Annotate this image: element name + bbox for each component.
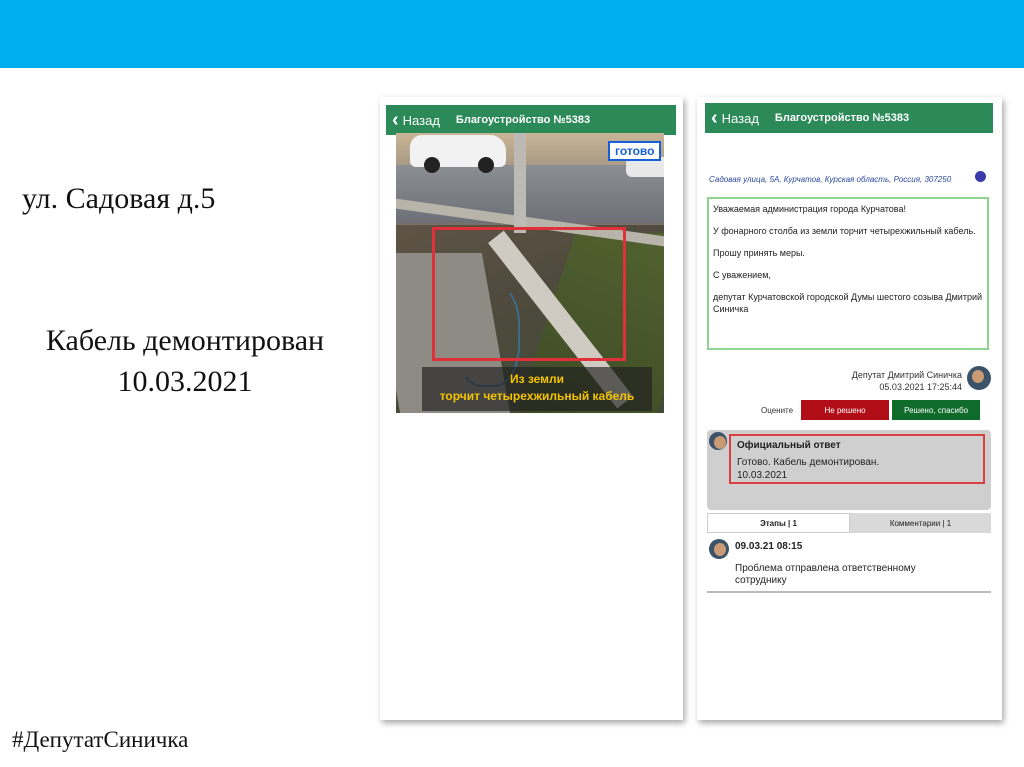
status-text xyxy=(0,320,370,402)
author-timestamp: 05.03.2021 17:25:44 xyxy=(879,382,962,392)
caption-line: Из земли xyxy=(509,372,565,386)
caption-line: торчит четырехжильный кабель xyxy=(439,389,635,403)
navbar xyxy=(386,105,676,135)
official-response xyxy=(707,430,991,510)
hashtag: #ДепутатСиничка xyxy=(12,727,189,752)
official-heading: Официальный ответ xyxy=(737,440,841,451)
stage-text: Проблема отправлена ответственному сотруднику xyxy=(735,563,916,586)
tabs-bar xyxy=(707,513,991,533)
back-label: Назад xyxy=(402,112,440,128)
status-date: 10.03.2021 xyxy=(117,365,253,398)
left-phone-screenshot xyxy=(380,97,683,720)
problem-photo xyxy=(396,133,664,413)
appeal-message xyxy=(707,197,989,350)
back-button[interactable] xyxy=(711,108,759,128)
official-avatar xyxy=(709,432,727,450)
header-band xyxy=(0,0,1024,68)
rating-row xyxy=(761,400,980,420)
not-solved-button[interactable]: Не решено xyxy=(801,400,889,420)
chevron-left-icon: ‹ xyxy=(392,109,399,131)
tab-stages[interactable]: Этапы | 1 xyxy=(707,513,850,533)
photo-caption xyxy=(422,367,652,411)
problem-address[interactable]: Садовая улица, 5А, Курчатов, Курская область, Россия, 307250 xyxy=(709,175,952,184)
message-closing: С уважением, xyxy=(713,270,771,280)
back-button[interactable] xyxy=(392,110,440,130)
photo-car xyxy=(410,135,506,167)
message-request: Прошу принять меры. xyxy=(713,248,805,258)
message-body: У фонарного столба из земли торчит четырехжильный кабель. xyxy=(713,226,976,236)
message-greeting: Уважаемая администрация города Курчатова! xyxy=(713,204,906,214)
tab-comments[interactable]: Комментарии | 1 xyxy=(850,513,991,533)
navbar xyxy=(705,103,993,133)
map-pin-icon[interactable] xyxy=(975,171,986,182)
stage-avatar xyxy=(709,539,729,559)
screen-title: Благоустройство №5383 xyxy=(774,112,910,124)
right-phone-screenshot xyxy=(697,97,1002,720)
official-text: Готово. Кабель демонтирован. xyxy=(737,457,880,468)
chevron-left-icon: ‹ xyxy=(711,107,718,129)
divider xyxy=(707,591,991,593)
official-date: 10.03.2021 xyxy=(737,470,788,481)
message-signature: депутат Курчатовской городской Думы шестого созыва Дмитрий Синичка xyxy=(713,292,983,314)
photo-lamp-pole xyxy=(514,133,526,233)
back-label: Назад xyxy=(721,110,759,126)
highlight-box xyxy=(432,227,626,361)
screen-title: Благоустройство №5383 xyxy=(455,114,591,126)
author-avatar xyxy=(967,366,991,390)
street-address-title: ул. Садовая д.5 xyxy=(22,182,216,215)
stage-time: 09.03.21 08:15 xyxy=(735,541,803,552)
rating-label: Оцените xyxy=(761,405,794,415)
solved-button[interactable]: Решено, спасибо xyxy=(892,400,980,420)
done-badge: готово xyxy=(608,141,661,161)
author-name: Депутат Дмитрий Синичка xyxy=(851,370,962,380)
official-response-box xyxy=(729,434,985,484)
status-line: Кабель демонтирован xyxy=(45,324,325,357)
author-info xyxy=(852,369,962,393)
